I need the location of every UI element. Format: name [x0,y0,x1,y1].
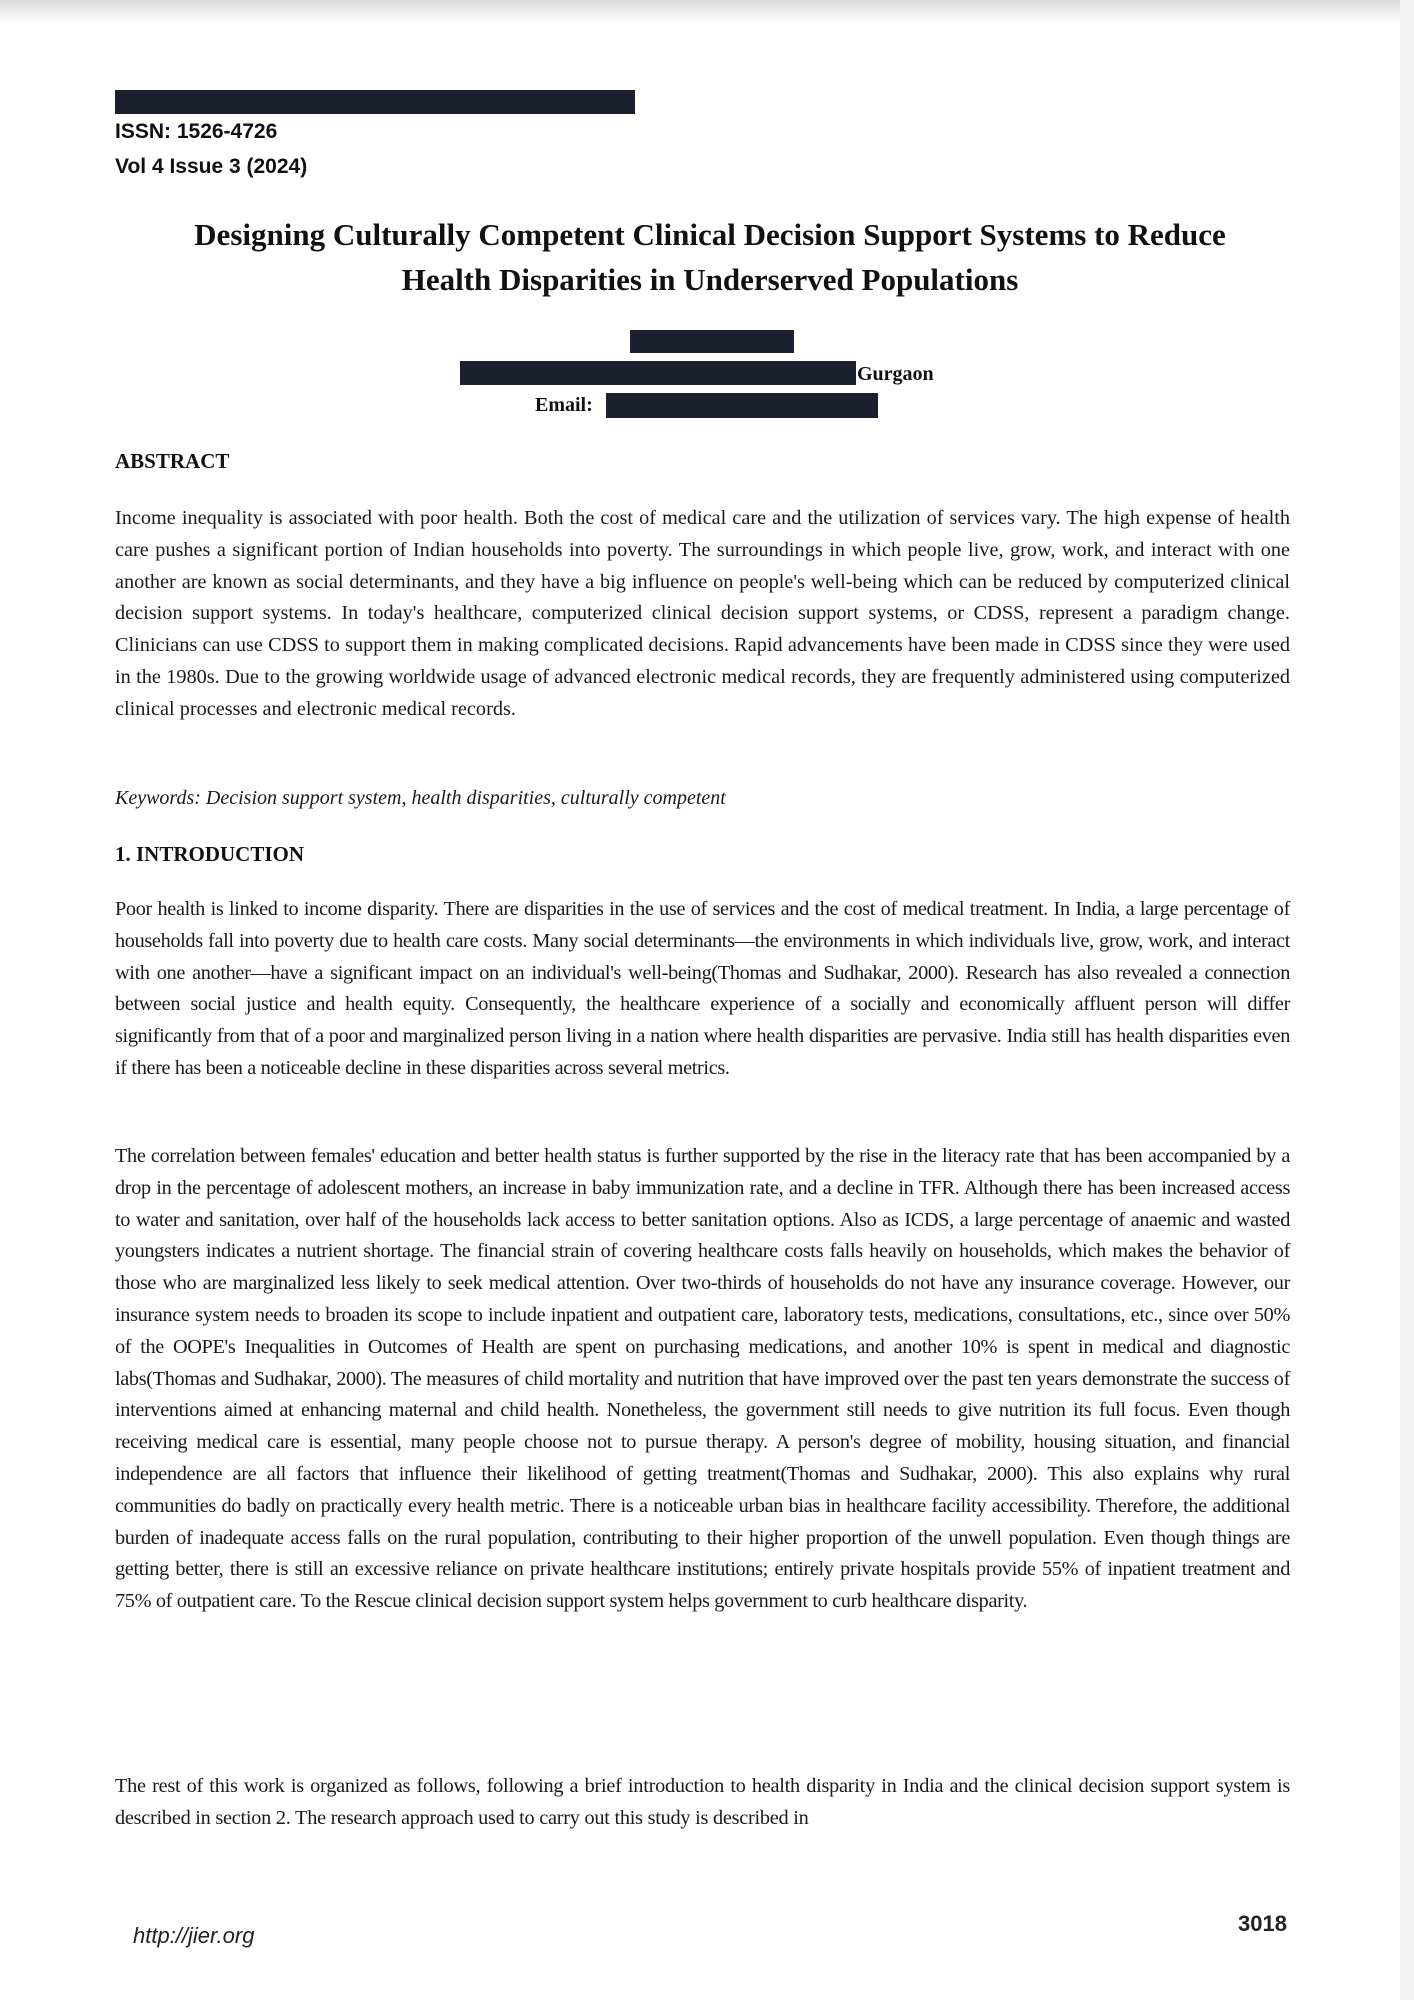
redacted-author-name [630,330,794,353]
page-right-gutter [1400,0,1414,2000]
email-label: Email: [535,394,593,416]
redacted-affiliation [460,361,856,385]
intro-paragraph-2: The correlation between females' education and better health status is further supported by the rise in the literacy rate that has been accompanied by a drop in the percentage of adolescent mothers, an increase in baby immunization rate, and a decline in TFR. Although there has been increased access to water and sanitation, over half of the households lack access to better sanitation options. Also as ICDS, a large percentage of anaemic and wasted youngsters indicates a nutrient shortage. The financial strain of covering healthcare costs falls heavily on households, which makes the behavior of those who are marginalized less likely to seek medical attention. Over two-thirds of households do not have any insurance coverage. However, our insurance system needs to broaden its scope to include inpatient and outpatient care, laboratory tests, medications, consultations, etc., since over 50% of the OOPE's Inequalities in Outcomes of Health are spent on purchasing medications, and another 10% is spent in medical and diagnostic labs(Thomas and Sudhakar, 2000). The measures of child mortality and nutrition that have improved over the past ten years demonstrate the success of interventions aimed at enhancing maternal and child health. Nonetheless, the government still needs to give nutrition its full focus. Even though receiving medical care is essential, many people choose not to pursue therapy. A person's degree of mobility, housing situation, and financial independence are all factors that influence their likelihood of getting treatment(Thomas and Sudhakar, 2000). This also explains why rural communities do badly on practically every health metric. There is a noticeable urban bias in healthcare facility accessibility. Therefore, the additional burden of inadequate access falls on the rural population, contributing to their higher proportion of the unwell population. Even though things are getting better, there is still an excessive reliance on private healthcare institutions; entirely private hospitals provide 55% of inpatient treatment and 75% of outpatient care. To the Rescue clinical decision support system helps government to curb healthcare disparity. [115,1145,1290,1613]
page-top-shadow [0,0,1400,22]
intro-paragraph-3: The rest of this work is organized as follows, following a brief introduction to health disparity in India and the clinical decision support system is described in section 2. The research approach used to carry out this study is described in [115,1775,1290,1829]
paper-title [120,212,1300,302]
page-number: 3018 [1238,1911,1287,1936]
keywords-line: Keywords: Decision support system, health disparities, culturally competent [115,787,726,809]
paper-title-line-2: Health Disparities in Underserved Populations [401,262,1019,297]
paper-title-line-1: Designing Culturally Competent Clinical Decision Support Systems to Reduce [194,217,1226,252]
footer-journal-url: http://jier.org [133,1923,255,1948]
intro-paragraph-1: Poor health is linked to income disparity. There are disparities in the use of services and the cost of medical treatment. In India, a large percentage of households fall into poverty due to health care costs. Many social determinants—the environments in which individuals live, grow, work, and interact with one another—have a significant impact on an individual's well-being(Thomas and Sudhakar, 2000). Research has also revealed a connection between social justice and health equity. Consequently, the healthcare experience of a socially and economically affluent person will differ significantly from that of a poor and marginalized person living in a nation where health disparities are pervasive. India still has health disparities even if there has been a noticeable decline in these disparities across several metrics. [115,898,1290,1079]
issn-label: ISSN: 1526-4726 [115,120,278,143]
affiliation-city: Gurgaon [857,363,934,385]
redacted-email [606,393,878,418]
abstract-text: Income inequality is associated with poor health. Both the cost of medical care and the utilization of services vary. The high expense of health care pushes a significant portion of Indian households into poverty. The surroundings in which people live, grow, work, and interact with one another are known as social determinants, and they have a big influence on people's well-being which can be reduced by computerized clinical decision support systems. In today's healthcare, computerized clinical decision support systems, or CDSS, represent a paradigm change. Clinicians can use CDSS to support them in making complicated decisions. Rapid advancements have been made in CDSS since they were used in the 1980s. Due to the growing worldwide usage of advanced electronic medical records, they are frequently administered using computerized clinical processes and electronic medical records. [115,507,1290,720]
volume-label: Vol 4 Issue 3 (2024) [115,155,308,178]
abstract-heading: ABSTRACT [115,449,230,473]
introduction-heading: 1. INTRODUCTION [115,842,305,866]
redacted-journal-name [115,90,635,114]
